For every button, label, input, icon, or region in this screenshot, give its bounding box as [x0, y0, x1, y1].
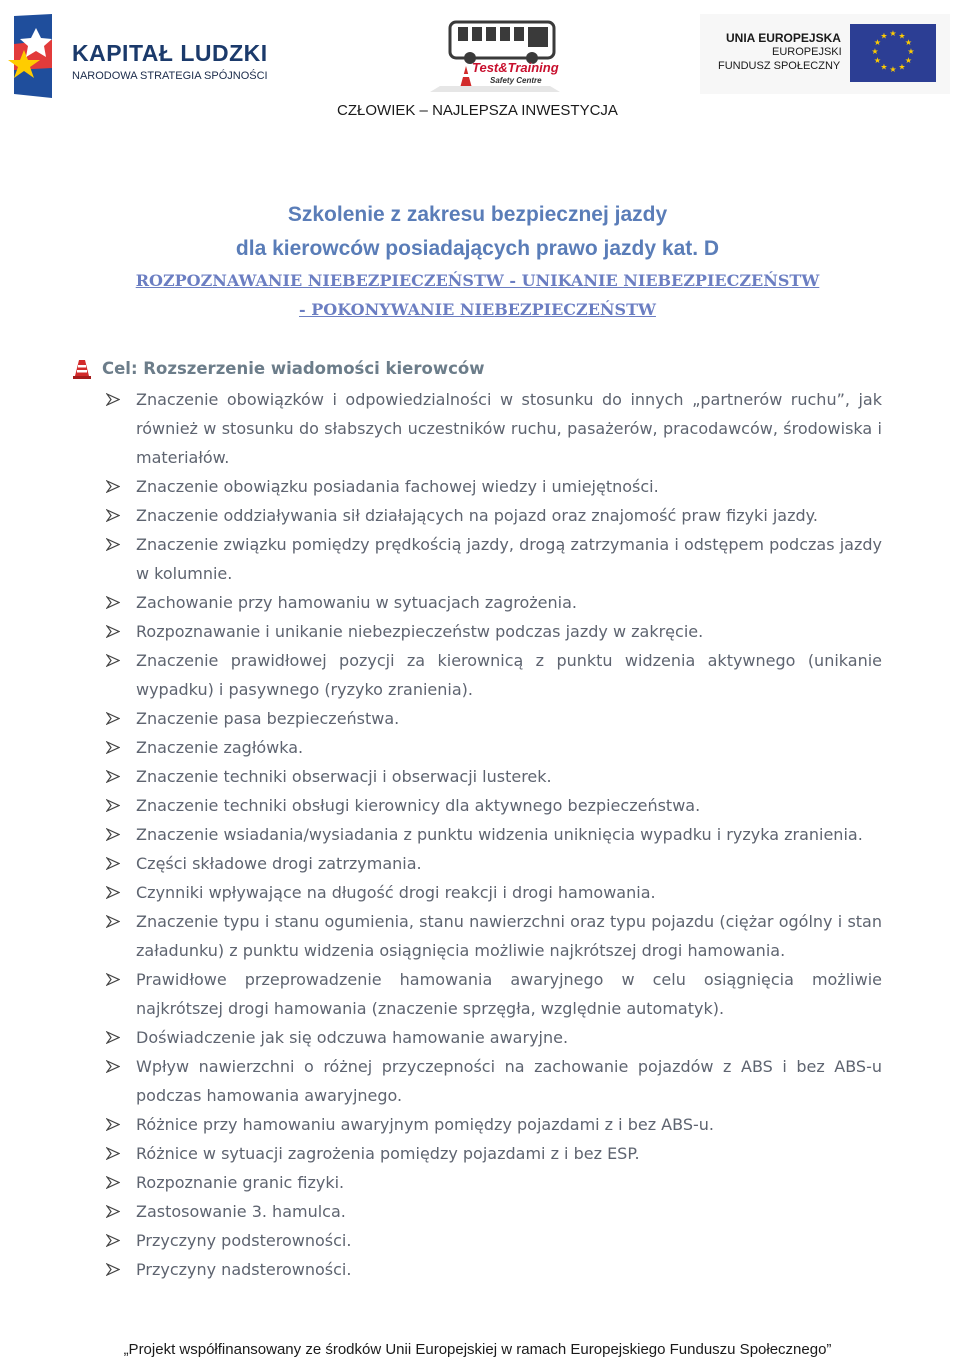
arrowhead-bullet-icon: [106, 1176, 120, 1189]
list-item: Różnice w sytuacji zagrożenia pomiędzy pojazdami z i bez ESP.: [106, 1139, 882, 1168]
eu-logo: [700, 14, 950, 94]
list-item: Części składowe drogi zatrzymania.: [106, 849, 882, 878]
svg-text:★: ★: [904, 56, 913, 65]
list-item: Znaczenie techniki obsługi kierownicy dla aktywnego bezpieczeństwa.: [106, 791, 882, 820]
arrowhead-bullet-icon: [106, 770, 120, 783]
svg-text:★: ★: [873, 56, 882, 65]
eu-line3: FUNDUSZ SPOŁECZNY: [718, 60, 841, 72]
title-line4: - POKONYWANIE NIEBEZPIECZEŃSTW: [299, 300, 656, 319]
kapital-ludzki-flag-icon: [8, 14, 60, 98]
title-line1: Szkolenie z zakresu bezpiecznej jazdy: [287, 203, 668, 226]
list-item: Znaczenie obowiązków i odpowiedzialności w stosunku do innych „partnerów ruchu”, jak również w stosunku do słabszych uczestników ruchu, pasażerów, pracodawców, środowiska i materiałów.: [106, 385, 882, 472]
arrowhead-bullet-icon: [106, 915, 120, 928]
arrowhead-bullet-icon: [106, 973, 120, 986]
list-item: Przyczyny nadsterowności.: [106, 1255, 882, 1284]
list-item: Różnice przy hamowaniu awaryjnym pomiędzy pojazdami z i bez ABS-u.: [106, 1110, 882, 1139]
svg-text:★: ★: [889, 65, 897, 74]
arrowhead-bullet-icon: [106, 741, 120, 754]
arrowhead-bullet-icon: [106, 828, 120, 841]
arrowhead-bullet-icon: [106, 712, 120, 725]
list-item: Doświadczenie jak się odczuwa hamowanie awaryjne.: [106, 1023, 882, 1052]
arrowhead-bullet-icon: [106, 625, 120, 638]
page-footer: „Projekt współfinansowany ze środków Unii Europejskiej w ramach Europejskiego Funduszu Społecznego”: [123, 1341, 832, 1358]
document-title: [0, 198, 955, 324]
arrowhead-bullet-icon: [106, 799, 120, 812]
list-item: Zachowanie przy hamowaniu w sytuacjach zagrożenia.: [106, 588, 882, 617]
arrowhead-bullet-icon: [106, 538, 120, 551]
svg-text:★: ★: [898, 62, 906, 72]
kapital-ludzki-subtitle: NARODOWA STRATEGIA SPÓJNOŚCI: [72, 70, 268, 82]
list-item: Przyczyny podsterowności.: [106, 1226, 882, 1255]
arrowhead-bullet-icon: [106, 654, 120, 667]
svg-text:★: ★: [907, 47, 915, 56]
list-item: Prawidłowe przeprowadzenie hamowania awaryjnego w celu osiągnięcia możliwie najkrótszej drogi hamowania (znaczenie sprzęgła, względnie automatyk).: [106, 965, 882, 1023]
list-item: Rozpoznawanie i unikanie niebezpieczeństw podczas jazdy w zakręcie.: [106, 617, 882, 646]
arrowhead-bullet-icon: [106, 1031, 120, 1044]
svg-text:★: ★: [889, 29, 897, 38]
list-item: Znaczenie typu i stanu ogumienia, stanu nawierzchni oraz typu pojazdu (ciężar ogólny i stan załadunku) z punktu widzenia osiągnięcia możliwie najkrótszej drogi hamowania.: [106, 907, 882, 965]
header-motto: CZŁOWIEK – NAJLEPSZA INWESTYCJA: [337, 102, 618, 119]
list-item: Znaczenie prawidłowej pozycji za kierownicą z punktu widzenia aktywnego (unikanie wypadku) i pasywnego (ryzyko zranienia).: [106, 646, 882, 704]
topics-list: [106, 385, 882, 1284]
title-line3: ROZPOZNAWANIE NIEBEZPIECZEŃSTW - UNIKANIE NIEBEZPIECZEŃSTW: [135, 271, 820, 290]
test-training-subtitle: Safety Centre: [490, 76, 542, 85]
arrowhead-bullet-icon: [106, 1147, 120, 1160]
arrowhead-bullet-icon: [106, 393, 120, 406]
arrowhead-bullet-icon: [106, 1118, 120, 1131]
arrowhead-bullet-icon: [106, 509, 120, 522]
arrowhead-bullet-icon: [106, 1060, 120, 1073]
eu-line1: UNIA EUROPEJSKA: [726, 31, 841, 45]
arrowhead-bullet-icon: [106, 1234, 120, 1247]
svg-text:★: ★: [898, 31, 906, 41]
title-line2: dla kierowców posiadających prawo jazdy kat. D: [235, 237, 720, 260]
test-training-name: Test&Training: [472, 60, 559, 75]
list-item: Znaczenie zagłówka.: [106, 733, 882, 762]
list-item: Znaczenie oddziaływania sił działających na pojazd oraz znajomość praw fizyki jazdy.: [106, 501, 882, 530]
traffic-cone-icon: [72, 358, 92, 380]
test-training-logo: [420, 14, 570, 94]
svg-text:★: ★: [873, 38, 882, 47]
page-header: [0, 0, 960, 130]
list-item: Czynniki wpływające na długość drogi reakcji i drogi hamowania.: [106, 878, 882, 907]
list-item: Znaczenie techniki obserwacji i obserwacji lusterek.: [106, 762, 882, 791]
kapital-ludzki-title: KAPITAŁ LUDZKI: [72, 40, 268, 66]
list-item: Znaczenie obowiązku posiadania fachowej wiedzy i umiejętności.: [106, 472, 882, 501]
arrowhead-bullet-icon: [106, 857, 120, 870]
arrowhead-bullet-icon: [106, 1205, 120, 1218]
eu-line2: EUROPEJSKI: [772, 46, 842, 58]
list-item: Rozpoznanie granic fizyki.: [106, 1168, 882, 1197]
list-item: Zastosowanie 3. hamulca.: [106, 1197, 882, 1226]
arrowhead-bullet-icon: [106, 480, 120, 493]
arrowhead-bullet-icon: [106, 886, 120, 899]
list-item: Znaczenie wsiadania/wysiadania z punktu widzenia uniknięcia wypadku i ryzyka zranienia.: [106, 820, 882, 849]
list-item: Wpływ nawierzchni o różnej przyczepności na zachowanie pojazdów z ABS i bez ABS-u podczas hamowania awaryjnego.: [106, 1052, 882, 1110]
eu-flag-icon: [850, 24, 936, 82]
svg-text:★: ★: [871, 47, 879, 56]
svg-text:★: ★: [904, 38, 913, 47]
arrowhead-bullet-icon: [106, 1263, 120, 1276]
arrowhead-bullet-icon: [106, 596, 120, 609]
svg-text:★: ★: [880, 31, 888, 41]
kapital-ludzki-logo: [8, 14, 268, 100]
list-item: Znaczenie pasa bezpieczeństwa.: [106, 704, 882, 733]
list-item: Znaczenie związku pomiędzy prędkością jazdy, drogą zatrzymania i odstępem podczas jazdy w kolumnie.: [106, 530, 882, 588]
goal-text: Cel: Rozszerzenie wiadomości kierowców: [102, 359, 485, 378]
svg-text:★: ★: [880, 62, 888, 72]
